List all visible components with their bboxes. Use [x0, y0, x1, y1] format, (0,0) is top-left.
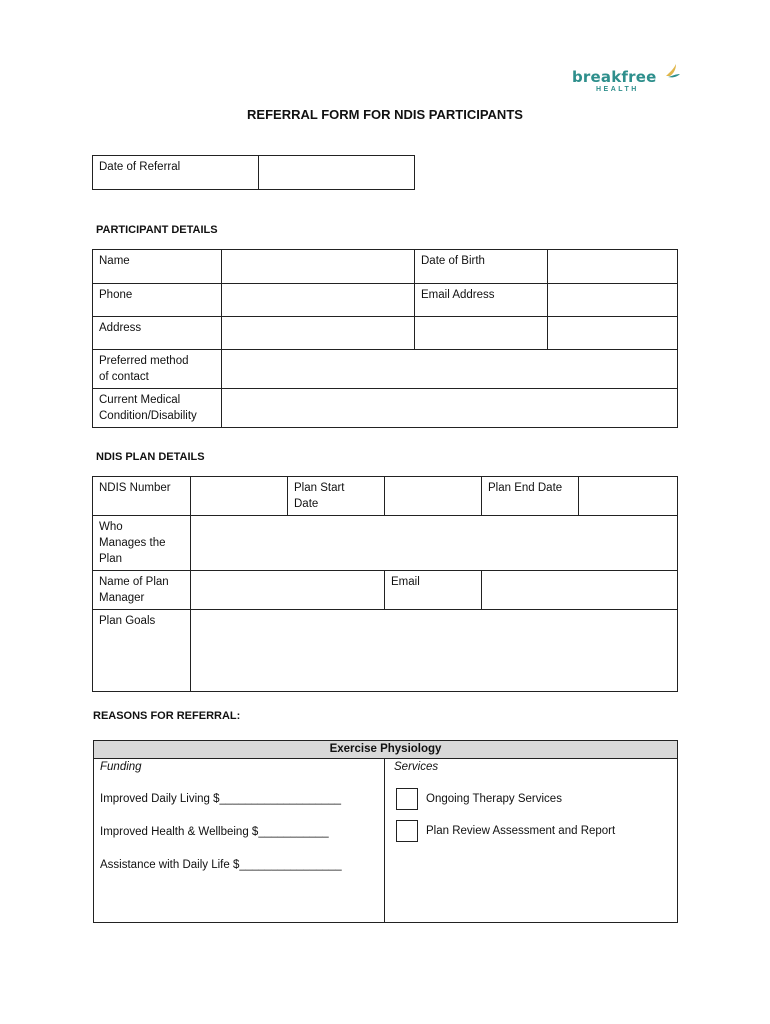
plan-manager-type-line1: Who [99, 521, 123, 533]
plan-manager-name-line1: Name of Plan [99, 576, 169, 588]
medical-condition-label [93, 389, 222, 428]
plan-manager-type-field[interactable] [191, 516, 678, 571]
address-label: Address [93, 317, 222, 350]
logo-subtitle: HEALTH [596, 86, 639, 93]
company-logo [572, 60, 682, 100]
plan-manager-name-field[interactable] [191, 571, 385, 610]
phone-field[interactable] [222, 284, 415, 317]
medical-condition-label-line1: Current Medical [99, 394, 181, 406]
service-plan-review-label: Plan Review Assessment and Report [426, 825, 616, 838]
exercise-physiology-header: Exercise Physiology [94, 741, 677, 759]
address-field-2[interactable] [415, 317, 548, 350]
funding-item-assistance[interactable]: Assistance with Daily Life $________________ [100, 859, 342, 871]
plan-manager-type-line3: Plan [99, 553, 123, 565]
email-address-label: Email Address [415, 284, 548, 317]
checkbox-plan-review[interactable] [396, 820, 418, 842]
funding-item-daily-living[interactable]: Improved Daily Living $___________________ [100, 793, 342, 805]
plan-start-date-label-line2: Date [294, 498, 319, 510]
plan-manager-email-field[interactable] [482, 571, 678, 610]
bird-icon [664, 62, 682, 82]
reasons-heading: REASONS FOR REFERRAL: [93, 710, 241, 722]
service-option-ongoing-therapy[interactable] [396, 788, 562, 810]
plan-manager-name-line2: Manager [99, 592, 145, 604]
plan-start-date-label-line1: Plan Start [294, 482, 345, 494]
plan-start-date-field[interactable] [385, 477, 482, 516]
exercise-physiology-table [93, 740, 678, 923]
name-field[interactable] [222, 250, 415, 284]
funding-item-health-wellbeing[interactable]: Improved Health & Wellbeing $___________ [100, 826, 329, 838]
service-option-plan-review[interactable] [396, 820, 615, 842]
page-title: REFERRAL FORM FOR NDIS PARTICIPANTS [247, 107, 523, 122]
date-of-referral-label: Date of Referral [93, 156, 259, 190]
address-field-3[interactable] [548, 317, 678, 350]
preferred-contact-label [93, 350, 222, 389]
date-of-referral-table [92, 155, 415, 190]
email-address-field[interactable] [548, 284, 678, 317]
name-label: Name [93, 250, 222, 284]
ndis-plan-table [92, 476, 678, 692]
checkbox-ongoing-therapy[interactable] [396, 788, 418, 810]
preferred-contact-label-line2: of contact [99, 371, 149, 383]
plan-start-date-label [288, 477, 385, 516]
ndis-plan-heading: NDIS PLAN DETAILS [96, 451, 205, 463]
participant-details-heading: PARTICIPANT DETAILS [96, 224, 218, 236]
preferred-contact-field[interactable] [222, 350, 678, 389]
dob-field[interactable] [548, 250, 678, 284]
plan-manager-type-label [93, 516, 191, 571]
plan-manager-email-label: Email [385, 571, 482, 610]
preferred-contact-label-line1: Preferred method [99, 355, 189, 367]
service-ongoing-therapy-label: Ongoing Therapy Services [426, 793, 562, 806]
plan-manager-type-line2: Manages the [99, 537, 166, 549]
plan-end-date-field[interactable] [579, 477, 678, 516]
plan-end-date-label: Plan End Date [482, 477, 579, 516]
ndis-number-field[interactable] [191, 477, 288, 516]
participant-details-table [92, 249, 678, 428]
column-divider [384, 759, 385, 922]
phone-label: Phone [93, 284, 222, 317]
medical-condition-label-line2: Condition/Disability [99, 410, 197, 422]
dob-label: Date of Birth [415, 250, 548, 284]
date-of-referral-field[interactable] [259, 156, 415, 190]
plan-goals-field[interactable] [191, 610, 678, 692]
plan-manager-name-label [93, 571, 191, 610]
services-label: Services [394, 761, 439, 773]
medical-condition-field[interactable] [222, 389, 678, 428]
address-field[interactable] [222, 317, 415, 350]
ndis-number-label: NDIS Number [93, 477, 191, 516]
logo-wordmark: breakfree [572, 68, 657, 86]
funding-label: Funding [100, 761, 142, 773]
plan-goals-label: Plan Goals [93, 610, 191, 692]
